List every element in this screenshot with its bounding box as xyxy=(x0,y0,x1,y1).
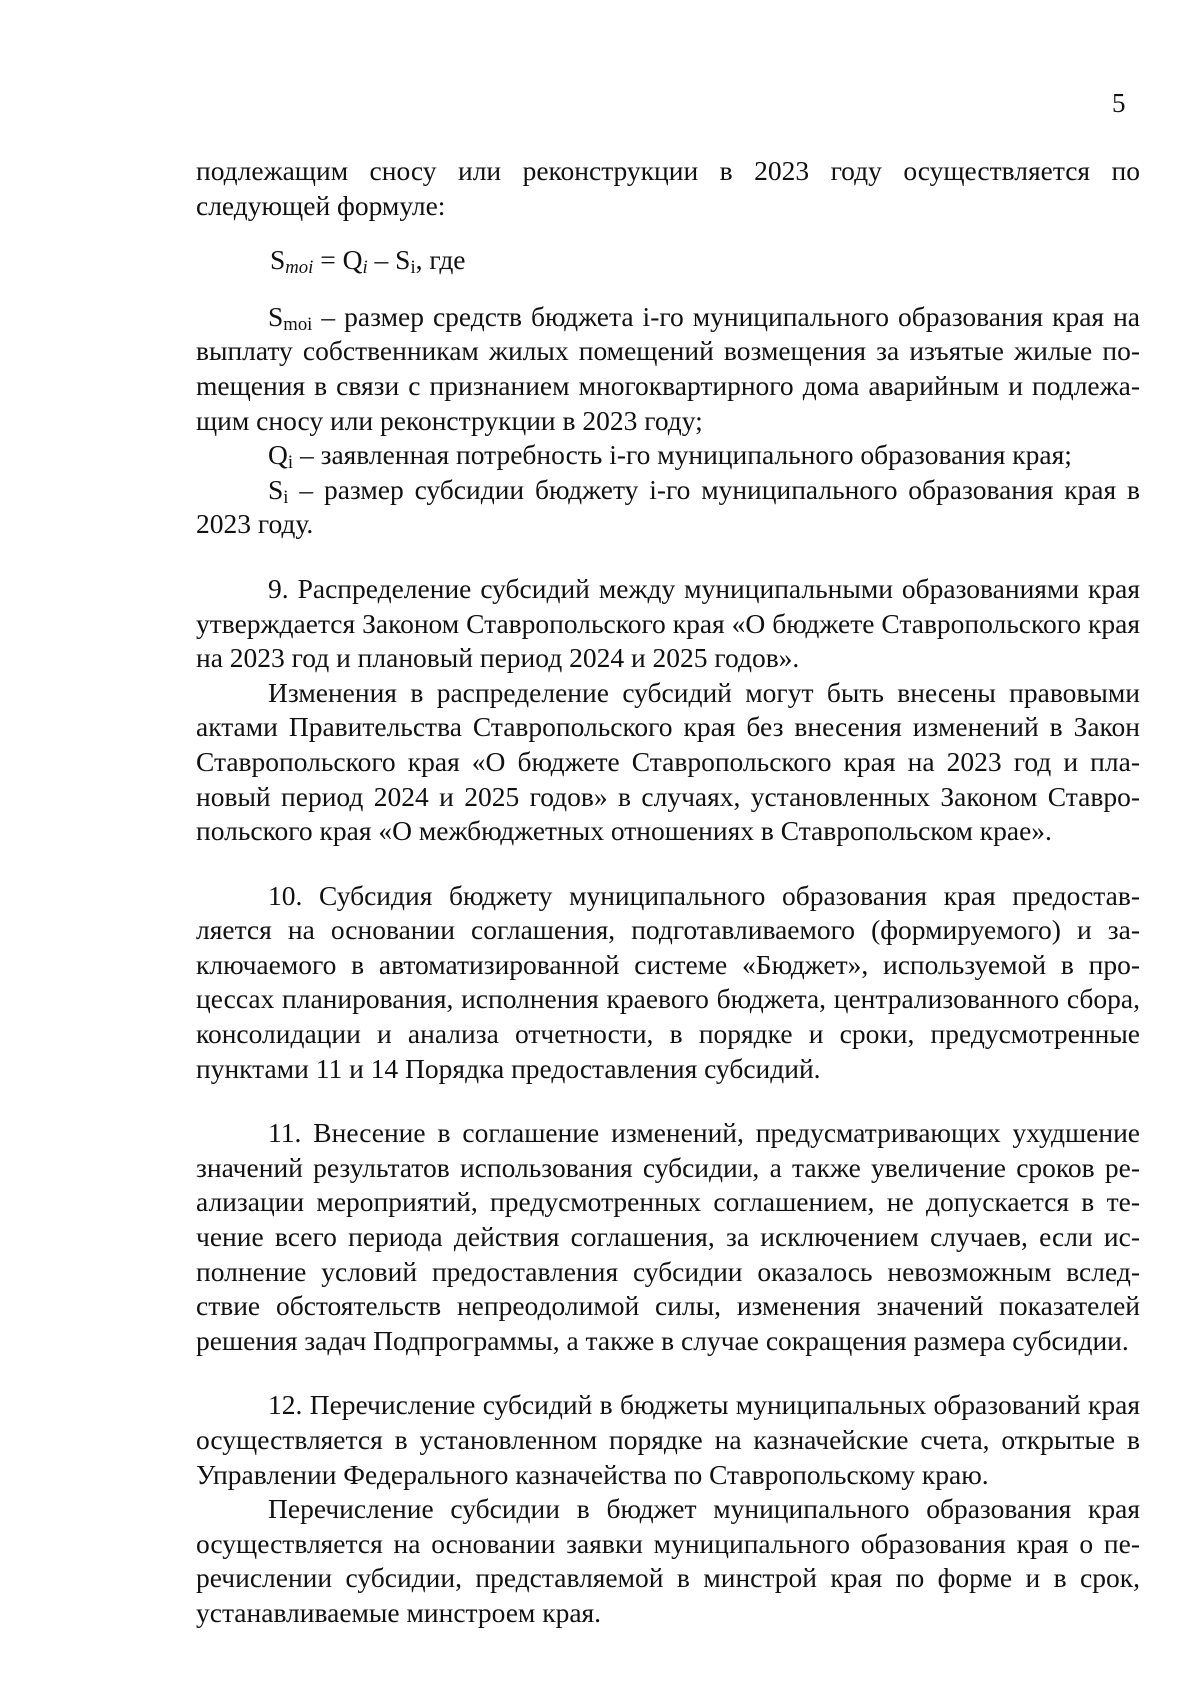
formula-minus-s: – S xyxy=(367,244,411,276)
formula-s2-subscript: i xyxy=(410,257,416,279)
section-9-paragraph-1: 9. Распределение субсидий между муниципальными образованиями края утверждается Законом Ставропольского края «О бюджете Ставропольского края на 2023 год и плановый период 2024 и 2025 годов». xyxy=(196,572,1140,674)
definition-qi-text: – заявленная потребность i-го муниципального образования края; xyxy=(293,439,1072,471)
formula-equals-q: = Q xyxy=(313,244,363,276)
definition-qi-subscript: i xyxy=(287,452,294,474)
definition-si-subscript: i xyxy=(283,486,289,508)
formula-tail: , где xyxy=(415,244,466,276)
document-body xyxy=(196,154,1140,1631)
definition-smoi xyxy=(196,300,1140,438)
section-9-paragraph-2: Изменения в распределение субсидий могут быть внесены правовыми актами Правительства Ставропольского края без внесения изменений в Закон Ставропольского края «О бюджете Ставропольского края на 2023 год и плановый период 2024 и 2025 годов» в случаях, установленных Законом Ставропольского края «О межбюджетных отношениях в Ставропольском крае». xyxy=(196,676,1140,847)
definition-qi-symbol: Q xyxy=(268,439,288,471)
section-10-paragraph: 10. Субсидия бюджету муниципального образования края предоставляется на основании соглашения, подготавливаемого (формируемого) и заключаемого в автоматизированной системе «Бюджет», используемой в процессах планирования, исполнения краевого бюджета, централизованного сбора, консолидации и анализа отчетности, в порядке и сроки, предусмотренные пунктами 11 и 14 Порядка предоставления субсидий. xyxy=(196,879,1140,1084)
formula-s: S xyxy=(270,244,286,276)
intro-paragraph: подлежащим сносу или реконструкции в 2023 году осуществляется по следующей формуле: xyxy=(196,155,1140,221)
definition-si xyxy=(196,473,1140,542)
formula-s-subscript: moi xyxy=(285,257,314,279)
definition-smoi-subscript: moi xyxy=(283,313,313,335)
definition-smoi-text: – размер средств бюджета i-го муниципального образования края на выплату собственникам жилых помещений возмещения за изъятые жилые поmещения в связи с признанием многоквартирного дома аварийным и подлежащим сносу или реконструкции в 2023 году; xyxy=(196,300,1140,436)
formula-line xyxy=(196,243,1140,278)
definition-si-text: – размер субсидии бюджету i-го муниципального образования края в 2023 году. xyxy=(196,473,1140,540)
definition-si-symbol: S xyxy=(268,473,284,505)
section-12-paragraph-1: 12. Перечисление субсидий в бюджеты муниципальных образований края осуществляется в установленном порядке на казначейские счета, открытые в Управлении Федерального казначейства по Ставропольскому краю. xyxy=(196,1389,1140,1490)
section-11-paragraph: 11. Внесение в соглашение изменений, предусматривающих ухудшение значений результатов использования субсидии, а также увеличение сроков реализации мероприятий, предусмотренных соглашением, не допускается в течение всего периода действия соглашения, за исключением случаев, если исполнение условий предоставления субсидии оказалось невозможным вследствие обстоятельств непреодолимой силы, изменения значений показателей решения задач Подпрограммы, а также в случае сокращения размера субсидии. xyxy=(196,1117,1140,1356)
definition-smoi-symbol: S xyxy=(268,300,284,332)
section-12-paragraph-2: Перечисление субсидии в бюджет муниципального образования края осуществляется на основании заявки муниципального образования края о перечислении субсидии, представляемой в минстрой края по форме и в срок, устанавливаемые минстроем края. xyxy=(196,1493,1140,1628)
page-number: 5 xyxy=(1112,88,1126,118)
definition-qi xyxy=(196,438,1140,473)
formula-q-subscript: i xyxy=(362,257,368,279)
